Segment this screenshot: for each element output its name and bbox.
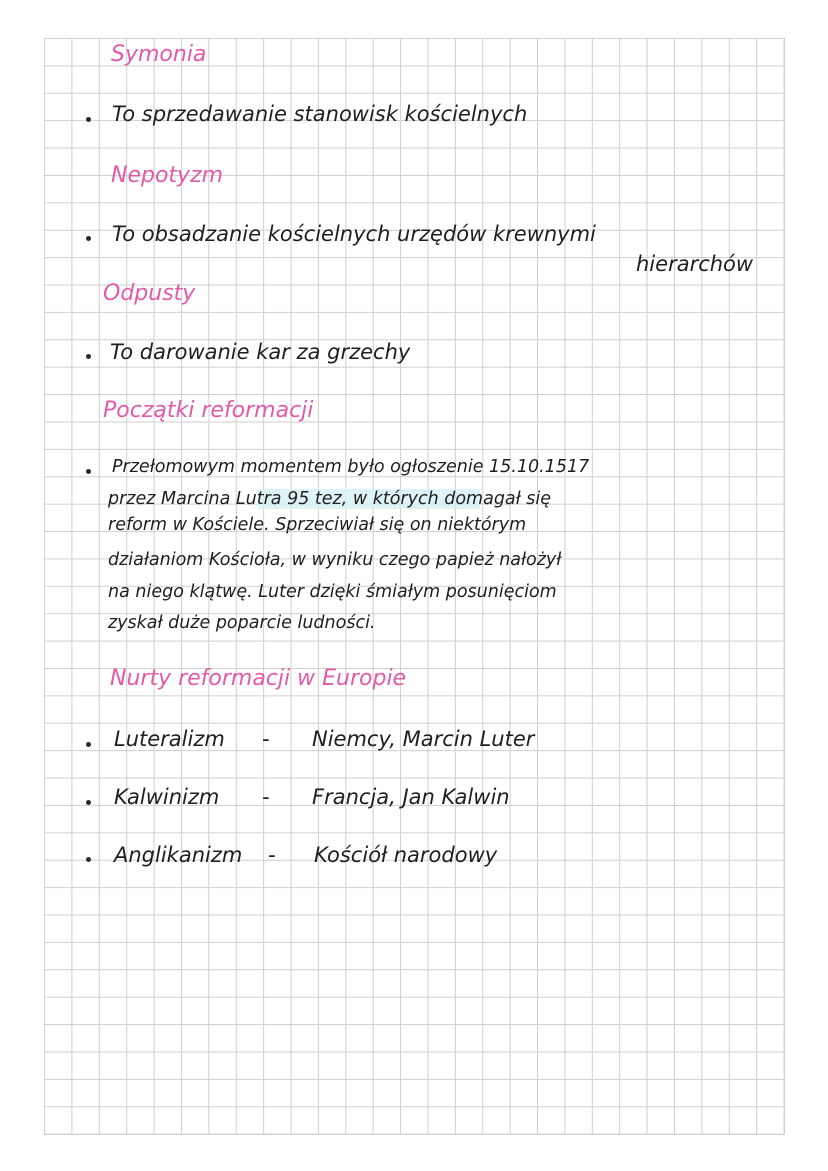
paragraph-line: przez Marcina Lutra 95 tez, w których domagał się bbox=[108, 489, 551, 509]
list-item-name: Luteralizm bbox=[114, 727, 225, 751]
list-item-desc: Francja, Jan Kalwin bbox=[312, 785, 510, 809]
heading-poczatki-reformacji: Początki reformacji bbox=[103, 398, 314, 423]
list-item-name: Kalwinizm bbox=[114, 785, 220, 809]
list-item-desc: Kościół narodowy bbox=[314, 843, 498, 867]
odpusty-definition: To darowanie kar za grzechy bbox=[110, 340, 411, 364]
bullet-point bbox=[86, 354, 91, 359]
bullet-point bbox=[86, 236, 91, 241]
bullet-point bbox=[86, 117, 91, 122]
heading-odpusty: Odpusty bbox=[103, 281, 196, 306]
paragraph-line: Przełomowym momentem było ogłoszenie 15.10.1517 bbox=[112, 457, 590, 477]
bullet-point bbox=[86, 469, 91, 474]
bullet-point bbox=[86, 800, 91, 805]
bullet-point bbox=[86, 742, 91, 747]
list-item-dash: - bbox=[262, 785, 270, 809]
paragraph-line: na niego klątwę. Luter dzięki śmiałym posunięciom bbox=[108, 582, 557, 602]
list-item-dash: - bbox=[262, 727, 270, 751]
heading-nurty-reformacji: Nurty reformacji w Europie bbox=[110, 666, 407, 691]
list-item-name: Anglikanizm bbox=[114, 843, 243, 867]
paragraph-line: reform w Kościele. Sprzeciwiał się on niektórym bbox=[108, 515, 527, 535]
paragraph-line: działaniom Kościoła, w wyniku czego papież nałożył bbox=[108, 550, 562, 570]
nepotyzm-definition: To obsadzanie kościelnych urzędów krewnymi bbox=[112, 222, 596, 246]
paragraph-line: zyskał duże poparcie ludności. bbox=[108, 613, 376, 633]
bullet-point bbox=[86, 857, 91, 862]
list-item-dash: - bbox=[268, 843, 276, 867]
symonia-definition: To sprzedawanie stanowisk kościelnych bbox=[112, 102, 528, 126]
list-item-desc: Niemcy, Marcin Luter bbox=[312, 727, 535, 751]
heading-symonia: Symonia bbox=[111, 42, 207, 67]
nepotyzm-definition-continued: hierarchów bbox=[636, 252, 754, 276]
heading-nepotyzm: Nepotyzm bbox=[111, 163, 224, 188]
